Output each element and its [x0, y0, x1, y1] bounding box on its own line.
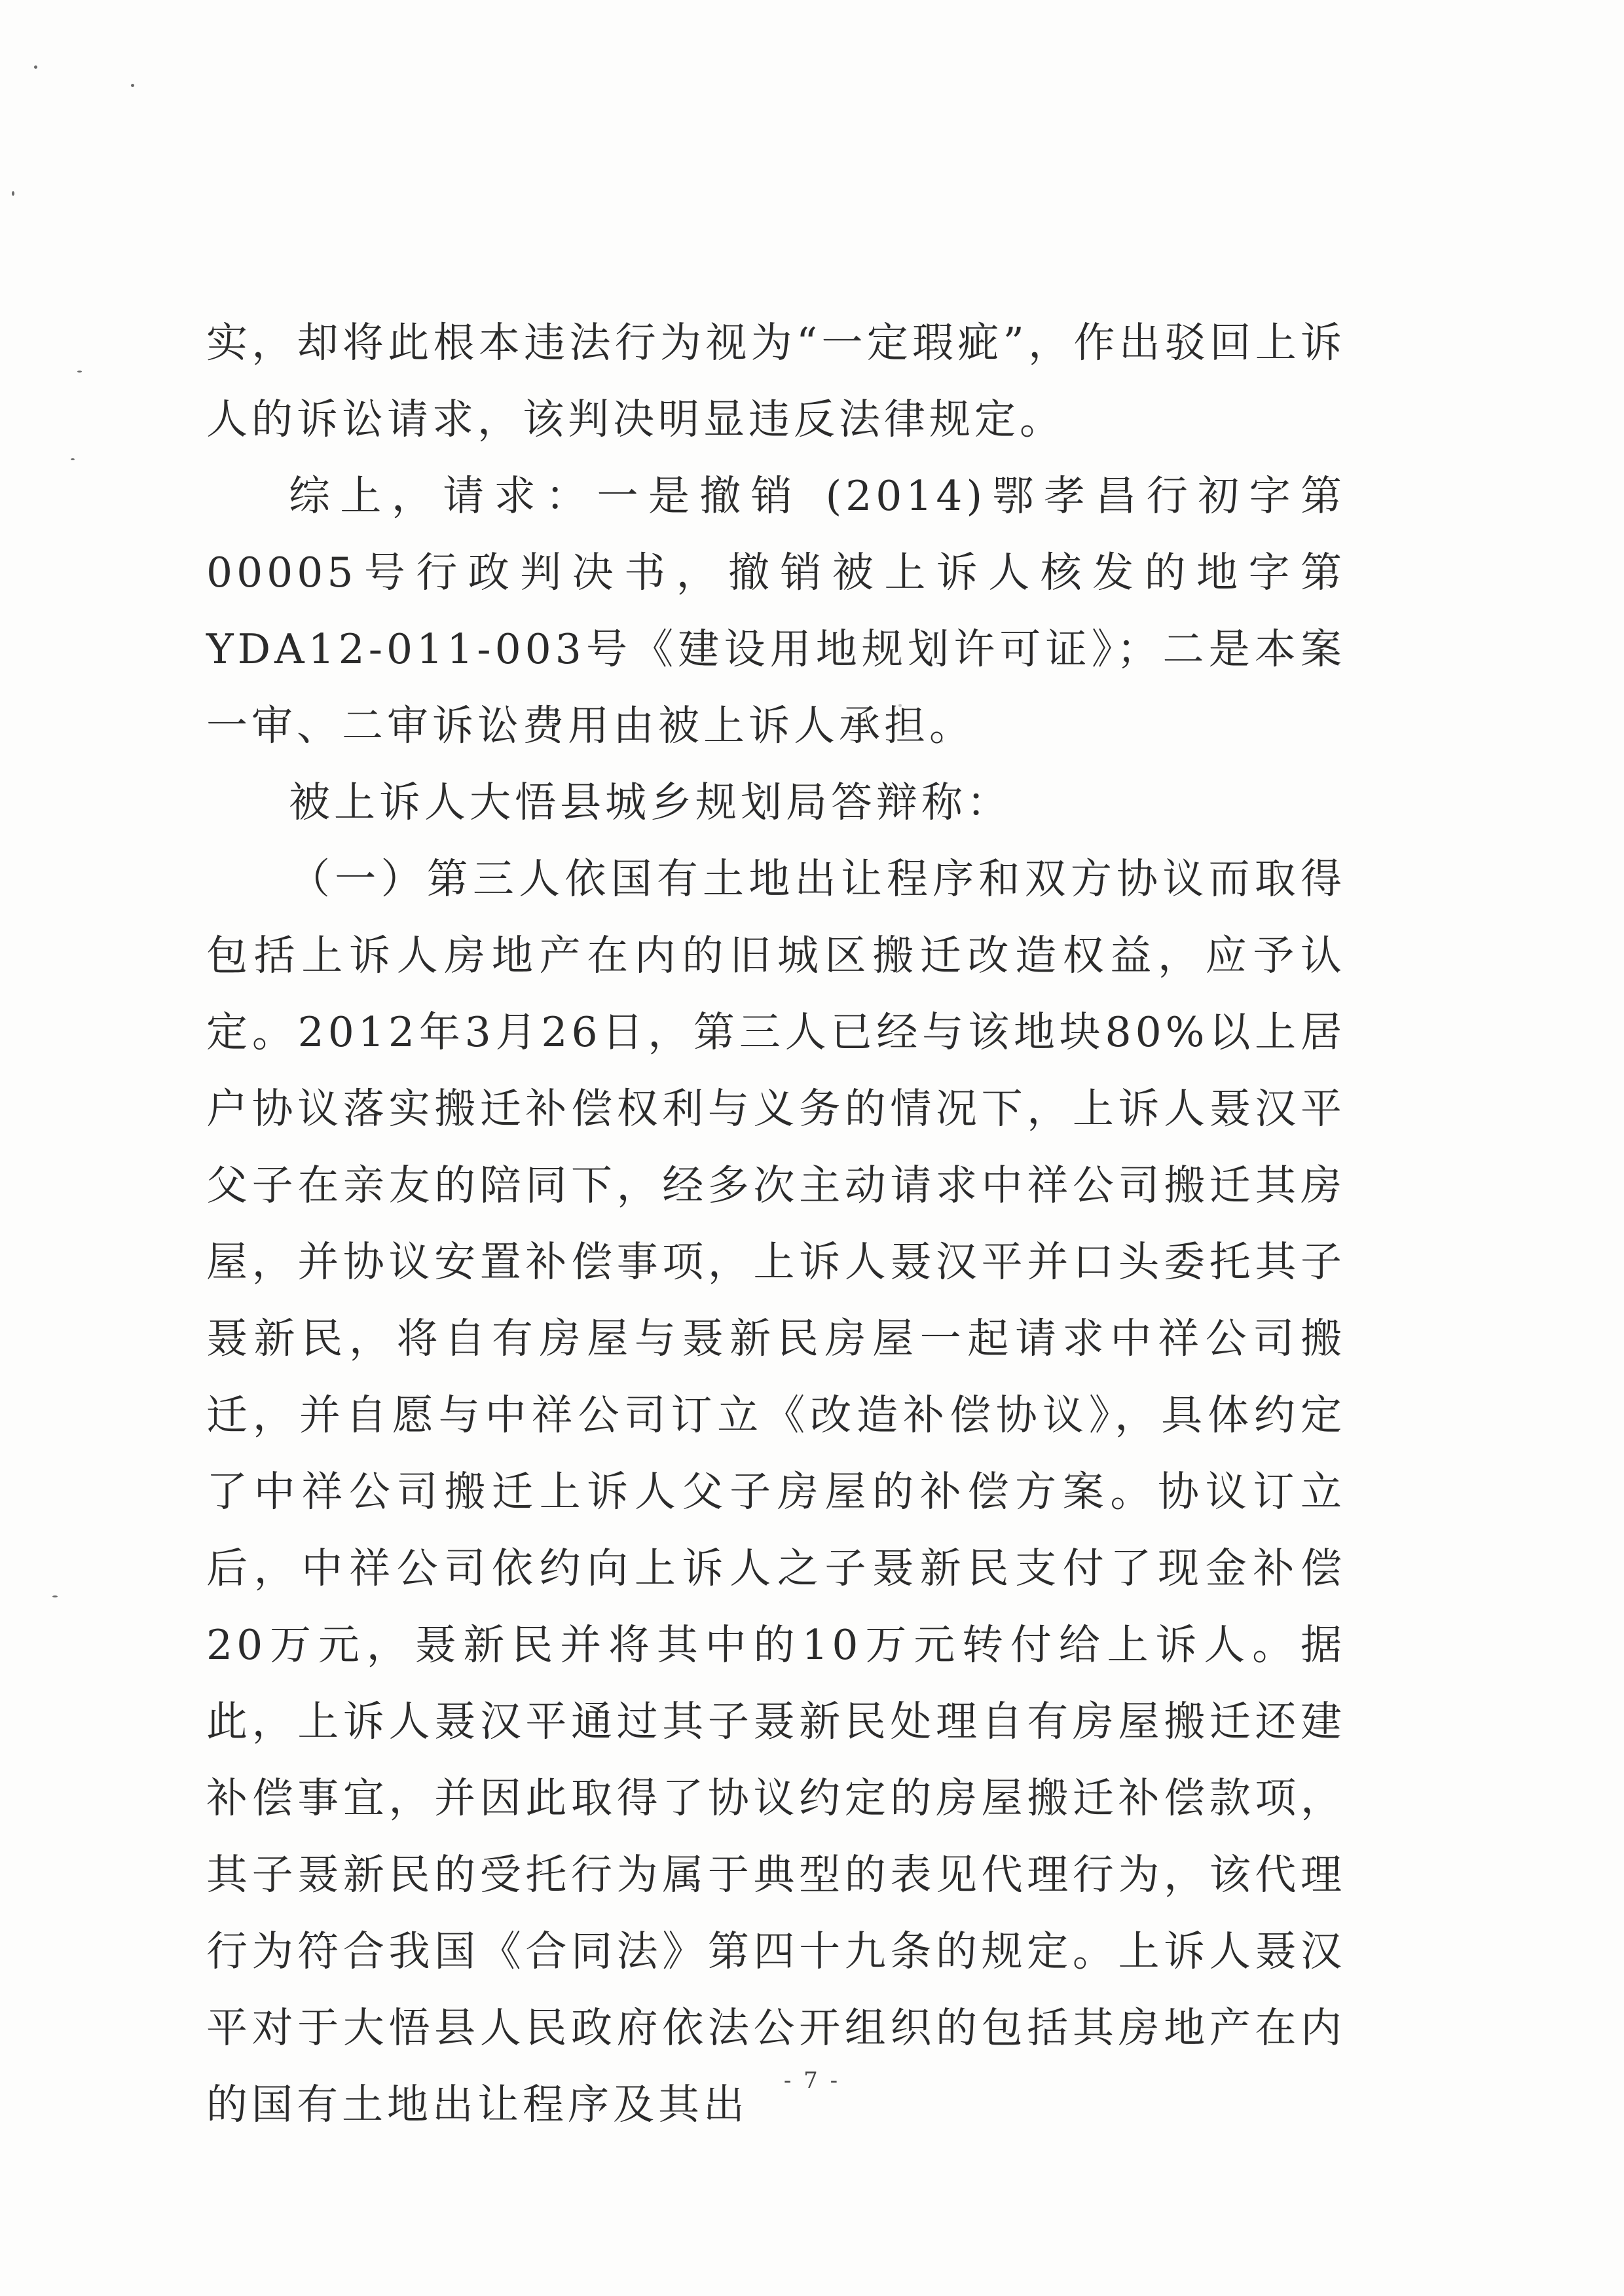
scan-speck [77, 371, 82, 373]
paragraph-defense-point-one: （一）第三人依国有土地出让程序和双方协议而取得包括上诉人房地产在内的旧城区搬迁改造权益，应予认定。2012年3月26日，第三人已经与该地块80%以上居户协议落实搬迁补偿权利与义务的情况下，上诉人聂汉平父子在亲友的陪同下，经多次主动请求中祥公司搬迁其房屋，并协议安置补偿事项，上诉人聂汉平并口头委托其子聂新民，将自有房屋与聂新民房屋一起请求中祥公司搬迁，并自愿与中祥公司订立《改造补偿协议》，具体约定了中祥公司搬迁上诉人父子房屋的补偿方案。协议订立后，中祥公司依约向上诉人之子聂新民支付了现金补偿20万元，聂新民并将其中的10万元转付给上诉人。据此，上诉人聂汉平通过其子聂新民处理自有房屋搬迁还建补偿事宜，并因此取得了协议约定的房屋搬迁补偿款项，其子聂新民的受托行为属于典型的表见代理行为，该代理行为符合我国《合同法》第四十九条的规定。上诉人聂汉平对于大悟县人民政府依法公开组织的包括其房地产在内的国有土地出让程序及其出 [206, 855, 1346, 2128]
scan-speck [131, 84, 134, 87]
paragraph-appeal-requests: 综上，请求：一是撤销 (2014)鄂孝昌行初字第00005号行政判决书，撤销被上诉人核发的地字第 YDA12-011-003号《建设用地规划许可证》；二是本案一审、二审诉讼费用由被上诉人承担。 [206, 472, 1346, 750]
paragraph-respondent-heading: 被上诉人大悟县城乡规划局答辩称： [289, 778, 1012, 826]
scan-speck [52, 1595, 58, 1597]
scan-speck [34, 65, 37, 69]
document-body [206, 304, 1346, 2143]
scan-speck [71, 458, 75, 460]
scan-speck [12, 191, 14, 196]
page-number: - 7 - [783, 2068, 841, 2094]
paragraph-continuation: 实，却将此根本违法行为视为“一定瑕疵”，作出驳回上诉人的诉讼请求，该判决明显违反法律规定。 [206, 319, 1346, 443]
